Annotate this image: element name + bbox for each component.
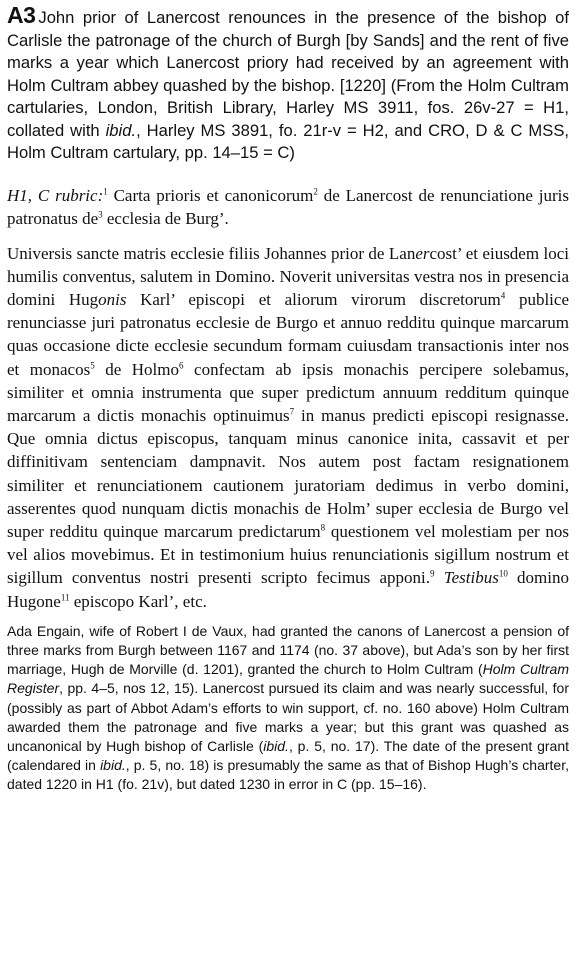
charter-testibus: Testibus [443,568,499,588]
editorial-commentary [7,622,569,795]
footnote-ref: 11 [60,591,70,602]
rubric-text: de Lanercost de renunciatione juris patronatus de [7,185,569,228]
charter-segment: cost’ et eiusdem loci humilis conventus, salutem in Domino. Noverit universitas vestra nos in presencia domini Hug [7,243,569,309]
commentary-segment: , p. 5, no. 17). The date of the present grant (calendared in [7,737,569,774]
footnote-ref: 3 [98,209,103,220]
commentary-italic: Holm Cultram Register [7,661,569,697]
summary-ibid: ibid. [105,120,137,140]
charter-segment: de Holmo [94,359,180,379]
charter-segment: publice renunciasse juri patronatus ecclesie de Burgo et annuo redditu quinque marcarum quas occasione dicte ecclesie secundum formam cuiusdam transactionis inter nos et monacos [7,289,569,379]
commentary-segment: , pp. 4–5, nos 12, 15). Lanercost pursued its claim and was nearly successful, for (possibly as part of Abbot Adam’s efforts to win support, cf. no. 160 above) Holm Cultram awarded them the patronage and five marks a year; but this grant was quashed as uncanonical by Hugh bishop of Carlisle ( [7,680,569,754]
summary-text: John prior of Lanercost renounces in the presence of the bishop of Carlisle the patronage of the church of Burgh [by Sands] and the rent of five marks a year which Lanercost priory had received by an agreement with Holm Cultram abbey quashed by the bishop. [1220] (From the Holm Cultram cartularies, London, British Library, Harley MS 3911, fos. 26v-27 = H1, collated with [7,8,569,140]
commentary-segment: , p. 5, no. 18) is presumably the same as that of Bishop Hugh’s charter, dated 1220 in H1 (fo. 21v), but dated 1230 in error in C (pp. 15–16). [7,757,569,793]
charter-segment: confectam ab ipsis monachis percipere solebamus, similiter et omnia instrumenta que super predictum annuum redditum quinque marcarum a dictis monachis optinuimus [7,359,569,425]
charter-segment: episcopo Karl’, etc. [69,591,207,611]
commentary-italic: ibid. [100,757,126,774]
footnote-ref: 10 [498,568,508,579]
charter-expansion: onis [98,289,127,309]
charter-segment: Universis sancte matris ecclesie filiis Johannes prior de Lan [7,243,416,263]
charter-text [7,242,569,613]
footnote-ref: 5 [90,359,95,370]
document-number: A3 [7,2,36,28]
rubric-text: ecclesia de Burg’. [102,209,229,228]
document-header [7,4,569,165]
commentary-italic: ibid. [263,737,289,754]
rubric [7,184,569,231]
footnote-ref: 1 [103,185,108,196]
charter-segment: domino Hugone [7,568,569,611]
charter-segment: Karl’ episcopi et aliorum virorum discretorum [126,289,501,309]
charter-expansion: er [415,243,430,263]
rubric-text: Carta prioris et canonicorum [107,185,314,205]
rubric-sigla: H1, C rubric: [7,185,104,205]
footnote-ref: 4 [500,290,506,301]
footnote-ref: 7 [289,406,295,417]
footnote-ref: 8 [320,522,326,533]
charter-segment: in manus predicti episcopi resignasse. Que omnia dictus episcopus, tanquam minus canonice inita, cassavit et per diffinitivam sentenciam dampnavit. Nos autem post factam resignationem similiter et renunciationem cautionem juratoriam dedimus in verbo domini, asserentes quod nunquam dictis monachis de Holm’ super ecclesia de Burgo vel super redditu quinque marcarum predictarum [7,405,569,541]
footnote-ref: 9 [430,568,435,579]
charter-segment: questionem vel molestiam per nos vel alios movebimus. Et in testimonium huius renunciationis sigillum nostrum et sigillum conventus nostri presenti scripto fecimus apponi. [7,521,569,588]
commentary-segment: Ada Engain, wife of Robert I de Vaux, had granted the canons of Lanercost a pension of three marks from Burgh between 1167 and 1174 (no. 37 above), but Ada’s son by her first marriage, Hugh de Morville (d. 1201), granted the church to Holm Cultram ( [7,622,569,678]
footnote-ref: 2 [313,185,318,196]
summary-text-end: , Harley MS 3891, fo. 21r-v = H2, and CRO, D & C MSS, Holm Cultram cartulary, pp. 14–15 = C) [7,120,569,162]
footnote-ref: 6 [179,359,184,370]
